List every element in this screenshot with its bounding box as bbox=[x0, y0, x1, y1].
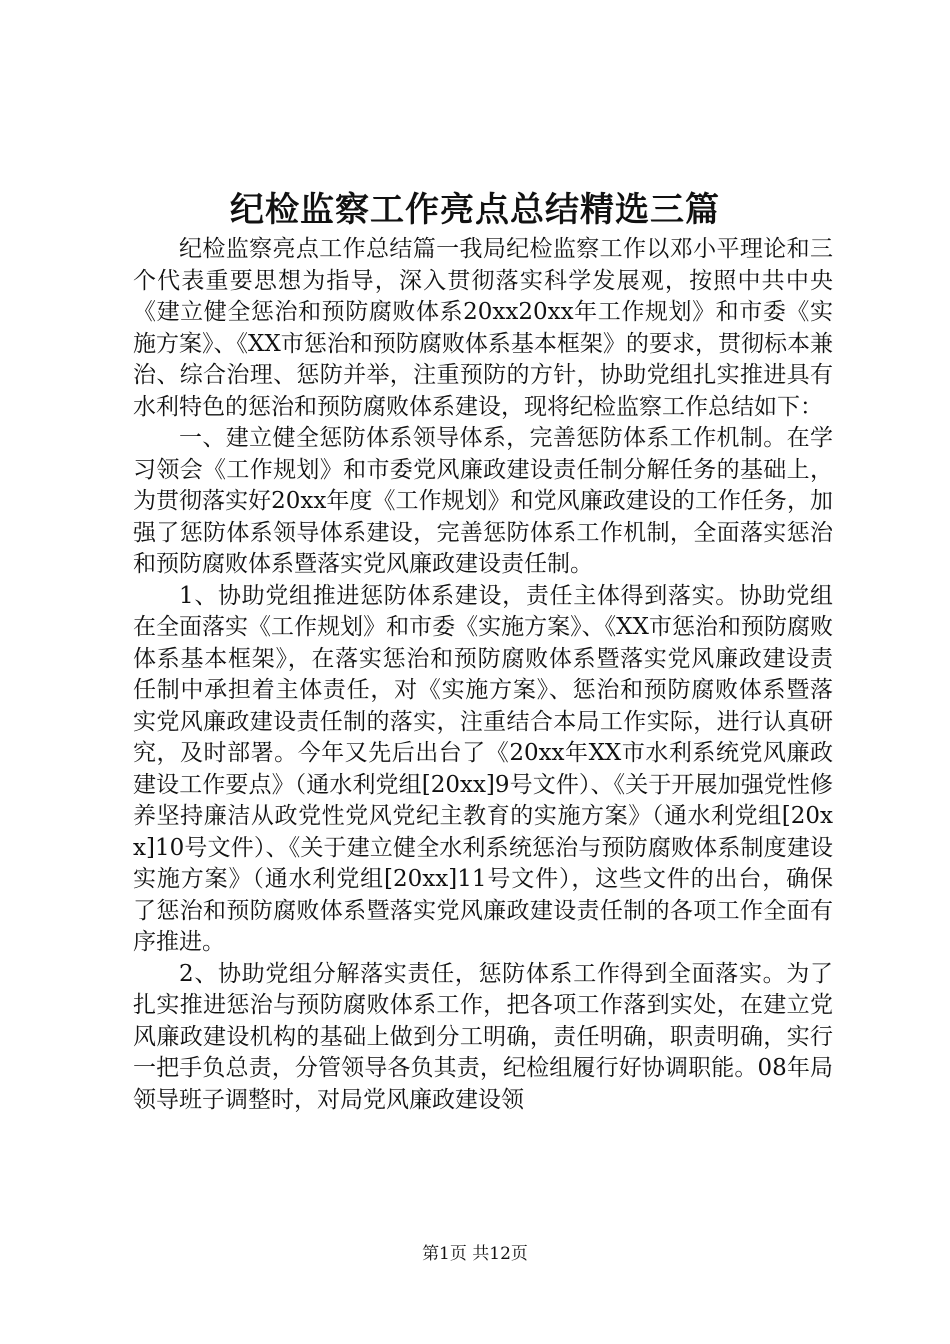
document-title: 纪检监察工作亮点总结精选三篇 bbox=[230, 190, 720, 230]
page-number-footer: 第1页 共12页 bbox=[422, 1244, 528, 1264]
paragraph-intro: 纪检监察亮点工作总结篇一我局纪检监察工作以邓小平理论和三个代表重要思想为指导，深入贯彻落实科学发展观，按照中共中央《建立健全惩治和预防腐败体系20xx20xx年工作规划》和市委《实施方案》、《XX市惩治和预防腐败体系基本框架》的要求，贯彻标本兼治、综合治理、惩防并举，注重预防的方针，协助党组扎实推进具有水利特色的惩治和预防腐败体系建设，现将纪检监察工作总结如下： bbox=[133, 236, 833, 420]
paragraph-item-1: 1、协助党组推进惩防体系建设，责任主体得到落实。协助党组在全面落实《工作规划》和市委《实施方案》、《XX市惩治和预防腐败体系基本框架》，在落实惩治和预防腐败体系暨落实党风廉政建设责任制中承担着主体责任，对《实施方案》、惩治和预防腐败体系暨落实党风廉政建设责任制的落实，注重结合本局工作实际，进行认真研究，及时部署。今年又先后出台了《20xx年XX市水利系统党风廉政建设工作要点》（通水利党组[20xx]9号文件）、《关于开展加强党性修养坚持廉洁从政党性党风党纪主教育的实施方案》（通水利党组[20xx]10号文件）、《关于建立健全水利系统惩治与预防腐败体系制度建设实施方案》（通水利党组[20xx]11号文件），这些文件的出台，确保了惩治和预防腐败体系暨落实党风廉政建设责任制的各项工作全面有序推进。 bbox=[133, 582, 833, 955]
document-body bbox=[133, 234, 833, 1116]
paragraph-item-2: 2、协助党组分解落实责任，惩防体系工作得到全面落实。为了扎实推进惩治与预防腐败体系工作，把各项工作落到实处，在建立党风廉政建设机构的基础上做到分工明确，责任明确，职责明确，实行一把手负总责，分管领导各负其责，纪检组履行好协调职能。08年局领导班子调整时，对局党风廉政建设领 bbox=[133, 960, 833, 1113]
paragraph-section-1: 一、建立健全惩防体系领导体系，完善惩防体系工作机制。在学习领会《工作规划》和市委党风廉政建设责任制分解任务的基础上，为贯彻落实好20xx年度《工作规划》和党风廉政建设的工作任务，加强了惩防体系领导体系建设，完善惩防体系工作机制，全面落实惩治和预防腐败体系暨落实党风廉政建设责任制。 bbox=[133, 425, 833, 577]
